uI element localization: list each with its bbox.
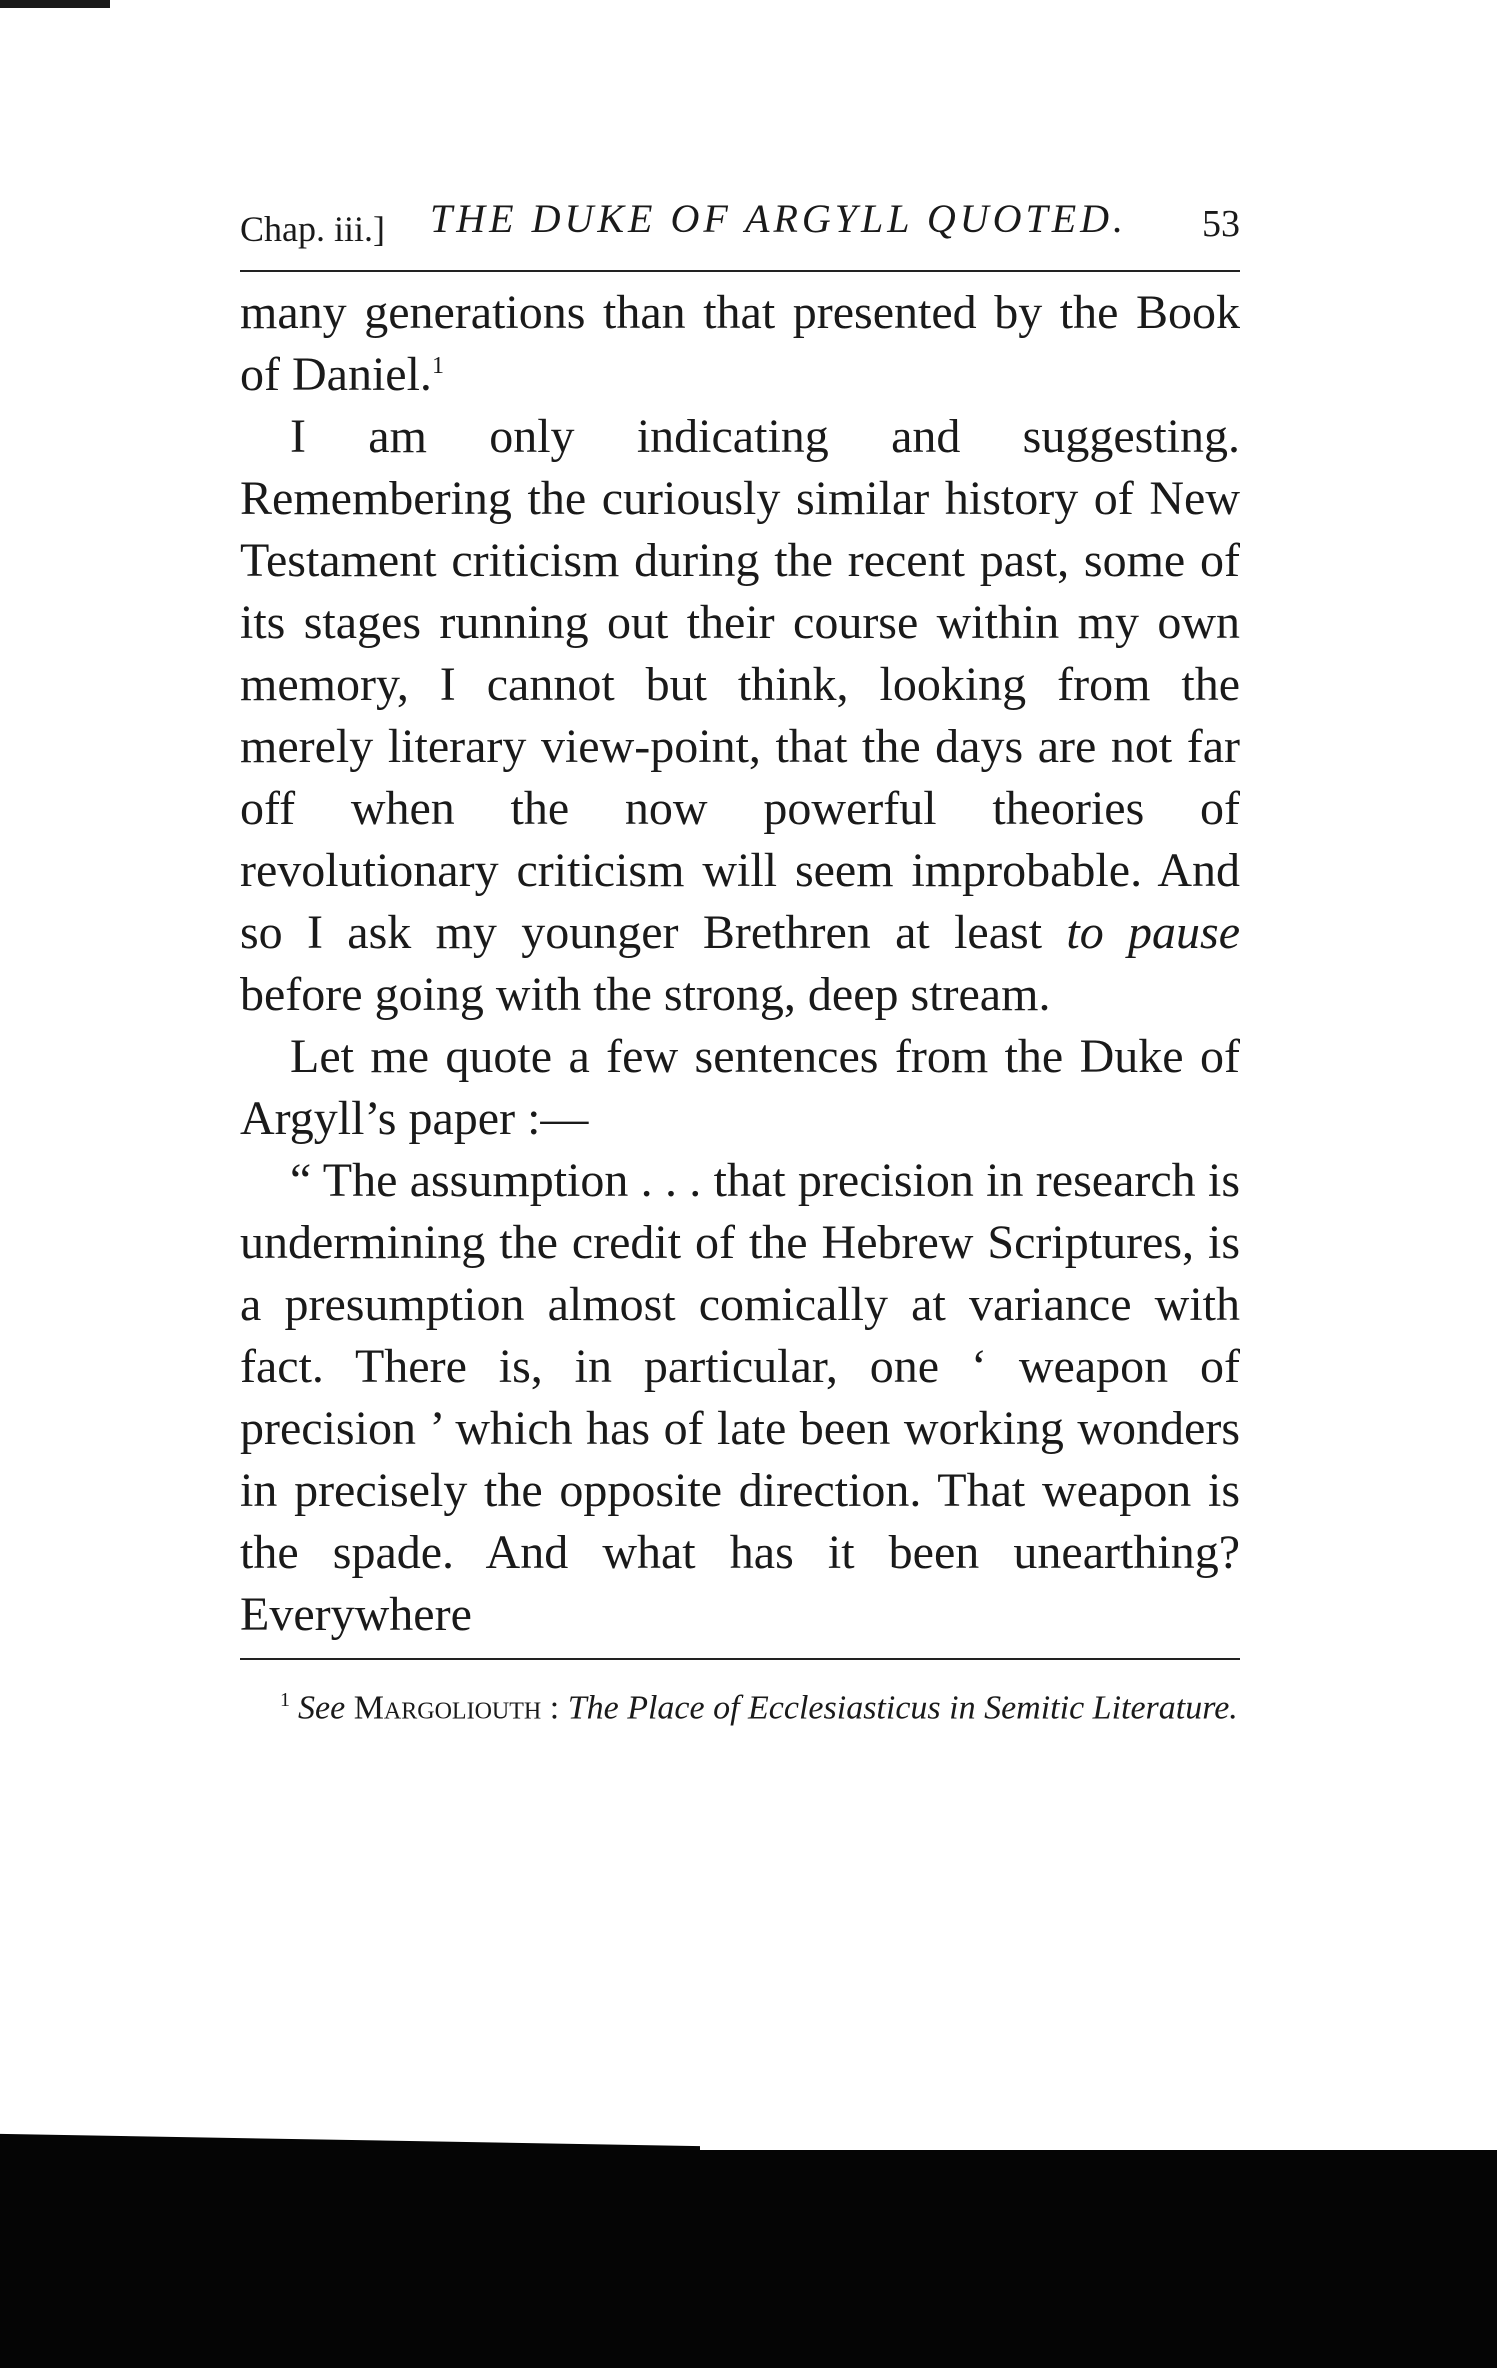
paragraph-1: many generations than that presented by the Book of Daniel.$^1$ [240, 286, 1240, 401]
running-title: THE DUKE OF ARGYLL QUOTED. [430, 196, 1128, 241]
header-rule [240, 270, 1240, 272]
footnote: $^1$ See Margoliouth : The Place of Ecclesiasticus in Semitic Literature. [280, 1689, 1238, 1727]
book-page [240, 190, 1240, 1730]
paragraph-4: “ The assumption . . . that precision in research is undermining the credit of the Hebrew Scriptures, is a presumption almost comically at variance with fact. There is, in particular, one ‘ weapon of precision ’ which has of late been working wonders in precisely the opposite direction. That weapon is the spade. And what has it been unearthing? Everywhere [240, 1154, 1240, 1641]
running-head [240, 190, 1240, 260]
footnote-number: 1 [280, 1689, 290, 1711]
scan-edge [0, 2150, 1497, 2368]
scan-mark-top [0, 0, 110, 8]
footnote-see: See [298, 1689, 346, 1727]
paragraph-3: Let me quote a few sentences from the Duke of Argyll’s paper :— [240, 1030, 1240, 1145]
footnote-rule [240, 1658, 1240, 1660]
body-text [240, 282, 1240, 1646]
chapter-label: Chap. iii.] [240, 209, 385, 249]
footnote-ref: 1 [431, 353, 444, 379]
footnote-author: Margoliouth [353, 1689, 542, 1727]
emphasis: to pause [1066, 906, 1240, 959]
paragraph-2: I am only indicating and suggesting. Remembering the curiously similar history of New Testament criticism during the recent past, some of its stages running out their course within my own memory, I cannot but think, looking from the merely literary view-point, that the days are not far off when the now powerful theories of revolutionary criticism will seem improbable. And so I ask my younger Brethren at least to pause before going with the strong, deep stream. [240, 410, 1240, 1021]
page-number: 53 [1202, 203, 1240, 245]
footnote-title: The Place of Ecclesiasticus in Semitic Literature. [567, 1689, 1238, 1727]
